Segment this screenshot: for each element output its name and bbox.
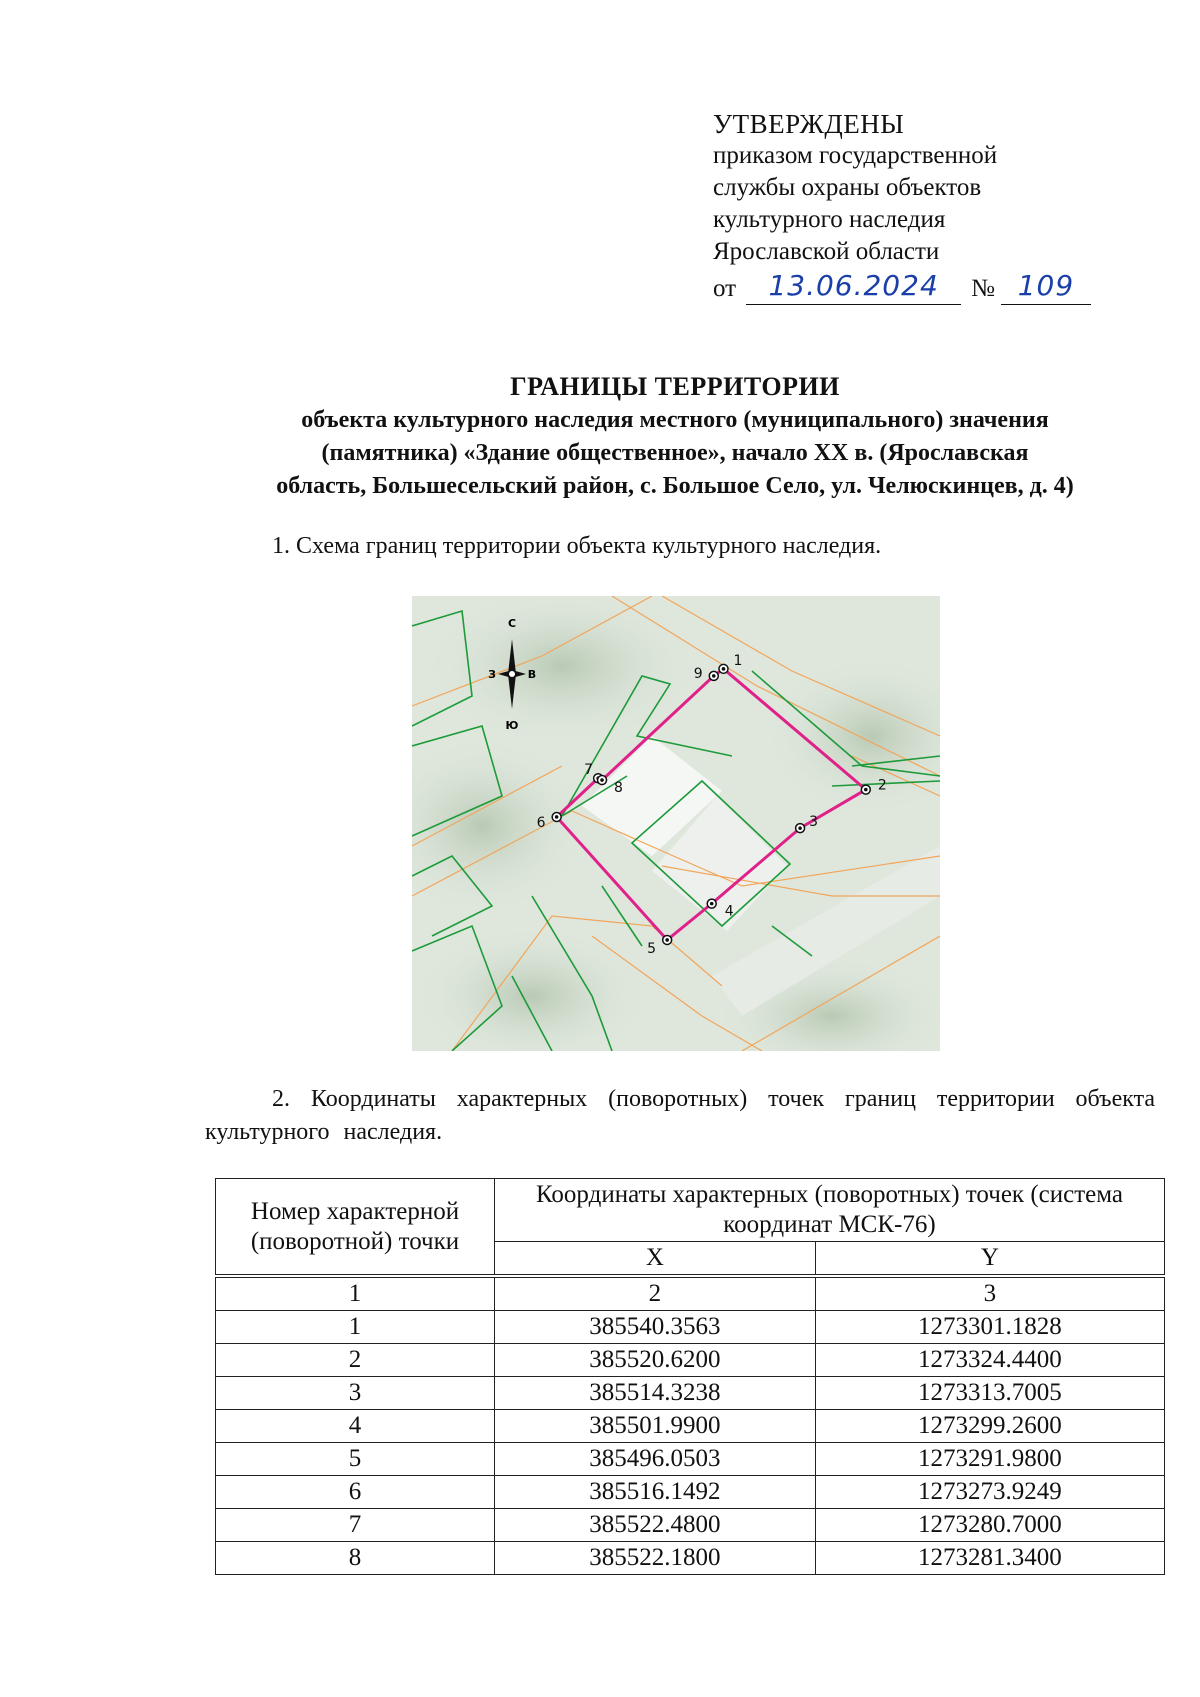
table-row bbox=[216, 1443, 1165, 1476]
approval-stamp bbox=[713, 108, 1113, 305]
section-1-heading: 1. Схема границ территории объекта культурного наследия. bbox=[272, 533, 882, 559]
compass-south: Ю bbox=[505, 719, 519, 732]
title-line-1: объекта культурного наследия местного (муниципального) значения bbox=[301, 407, 1049, 433]
table-row bbox=[216, 1311, 1165, 1344]
point-number-cell: 2 bbox=[216, 1344, 495, 1377]
y-coordinate-cell: 1273301.1828 bbox=[815, 1311, 1164, 1344]
y-coordinate-cell: 1273291.9800 bbox=[815, 1443, 1164, 1476]
point-number-cell: 7 bbox=[216, 1509, 495, 1542]
header-point-number: Номер характерной (поворотной) точки bbox=[216, 1179, 495, 1277]
table-row bbox=[216, 1542, 1165, 1575]
handwritten-date: 13.06.2024 bbox=[746, 270, 961, 305]
x-coordinate-cell: 385516.1492 bbox=[495, 1476, 816, 1509]
boundary-point-label: 8 bbox=[614, 780, 623, 797]
date-prefix: от bbox=[713, 275, 737, 302]
header-x: X bbox=[495, 1242, 816, 1277]
boundary-point-dot bbox=[864, 788, 868, 792]
column-number: 2 bbox=[495, 1276, 816, 1311]
point-number-cell: 4 bbox=[216, 1410, 495, 1443]
compass-east: В bbox=[527, 668, 537, 681]
y-coordinate-cell: 1273281.3400 bbox=[815, 1542, 1164, 1575]
y-coordinate-cell: 1273313.7005 bbox=[815, 1377, 1164, 1410]
approval-line-4: Ярославской области bbox=[713, 238, 940, 265]
header-y: Y bbox=[815, 1242, 1164, 1277]
approval-line-1: приказом государственной bbox=[713, 142, 998, 169]
boundary-point-label: 3 bbox=[809, 814, 819, 831]
boundary-point-label: 2 bbox=[877, 777, 887, 794]
x-coordinate-cell: 385496.0503 bbox=[495, 1443, 816, 1476]
title-line-3: область, Большесельский район, с. Большое Село, ул. Челюскинцев, д. 4) bbox=[276, 473, 1074, 499]
table-row bbox=[216, 1377, 1165, 1410]
compass-west: З bbox=[488, 668, 496, 681]
boundary-point-label: 4 bbox=[724, 903, 734, 920]
boundary-point-label: 9 bbox=[693, 665, 703, 682]
x-coordinate-cell: 385520.6200 bbox=[495, 1344, 816, 1377]
point-number-cell: 5 bbox=[216, 1443, 495, 1476]
title-line-2: (памятника) «Здание общественное», начало XX в. (Ярославская bbox=[321, 440, 1029, 466]
number-sign: № bbox=[971, 275, 995, 302]
table-row bbox=[216, 1344, 1165, 1377]
document-title bbox=[180, 370, 1170, 503]
y-coordinate-cell: 1273299.2600 bbox=[815, 1410, 1164, 1443]
point-number-cell: 6 bbox=[216, 1476, 495, 1509]
x-coordinate-cell: 385501.9900 bbox=[495, 1410, 816, 1443]
y-coordinate-cell: 1273280.7000 bbox=[815, 1509, 1164, 1542]
column-number: 1 bbox=[216, 1276, 495, 1311]
coordinates-table bbox=[215, 1178, 1165, 1575]
table-row bbox=[216, 1476, 1165, 1509]
approval-heading: УТВЕРЖДЕНЫ bbox=[713, 109, 905, 139]
section-2-heading: 2. Координаты характерных (поворотных) точек границ территории объекта культурного наследия. bbox=[205, 1086, 1155, 1145]
boundary-point-dot bbox=[710, 902, 714, 906]
header-coordinates: Координаты характерных (поворотных) точек (система координат МСК-76) bbox=[495, 1179, 1165, 1242]
boundary-point-dot bbox=[798, 826, 802, 830]
map-canvas bbox=[412, 596, 940, 1051]
approval-line-2: службы охраны объектов bbox=[713, 174, 982, 201]
x-coordinate-cell: 385514.3238 bbox=[495, 1377, 816, 1410]
point-number-cell: 1 bbox=[216, 1311, 495, 1344]
column-number: 3 bbox=[815, 1276, 1164, 1311]
boundary-point-dot bbox=[712, 674, 716, 678]
approval-date-line bbox=[713, 270, 1113, 305]
boundary-point-label: 5 bbox=[647, 940, 657, 957]
table-row bbox=[216, 1410, 1165, 1443]
y-coordinate-cell: 1273324.4400 bbox=[815, 1344, 1164, 1377]
point-number-cell: 3 bbox=[216, 1377, 495, 1410]
boundary-point-dot bbox=[555, 815, 559, 819]
x-coordinate-cell: 385522.1800 bbox=[495, 1542, 816, 1575]
title-main: ГРАНИЦЫ ТЕРРИТОРИИ bbox=[510, 372, 840, 401]
column-numbers-row bbox=[216, 1276, 1165, 1311]
boundary-point-label: 7 bbox=[584, 762, 594, 779]
boundary-point-dot bbox=[722, 667, 726, 671]
x-coordinate-cell: 385540.3563 bbox=[495, 1311, 816, 1344]
handwritten-order-number: 109 bbox=[1001, 270, 1091, 305]
boundary-point-dot bbox=[665, 938, 669, 942]
boundary-point-dot bbox=[600, 778, 604, 782]
boundary-point-label: 1 bbox=[733, 652, 743, 669]
table-row bbox=[216, 1509, 1165, 1542]
point-number-cell: 8 bbox=[216, 1542, 495, 1575]
compass-north: С bbox=[507, 617, 517, 630]
approval-line-3: культурного наследия bbox=[713, 206, 946, 233]
x-coordinate-cell: 385522.4800 bbox=[495, 1509, 816, 1542]
y-coordinate-cell: 1273273.9249 bbox=[815, 1476, 1164, 1509]
boundary-point-label: 6 bbox=[536, 814, 546, 831]
boundary-scheme-map bbox=[412, 596, 940, 1051]
